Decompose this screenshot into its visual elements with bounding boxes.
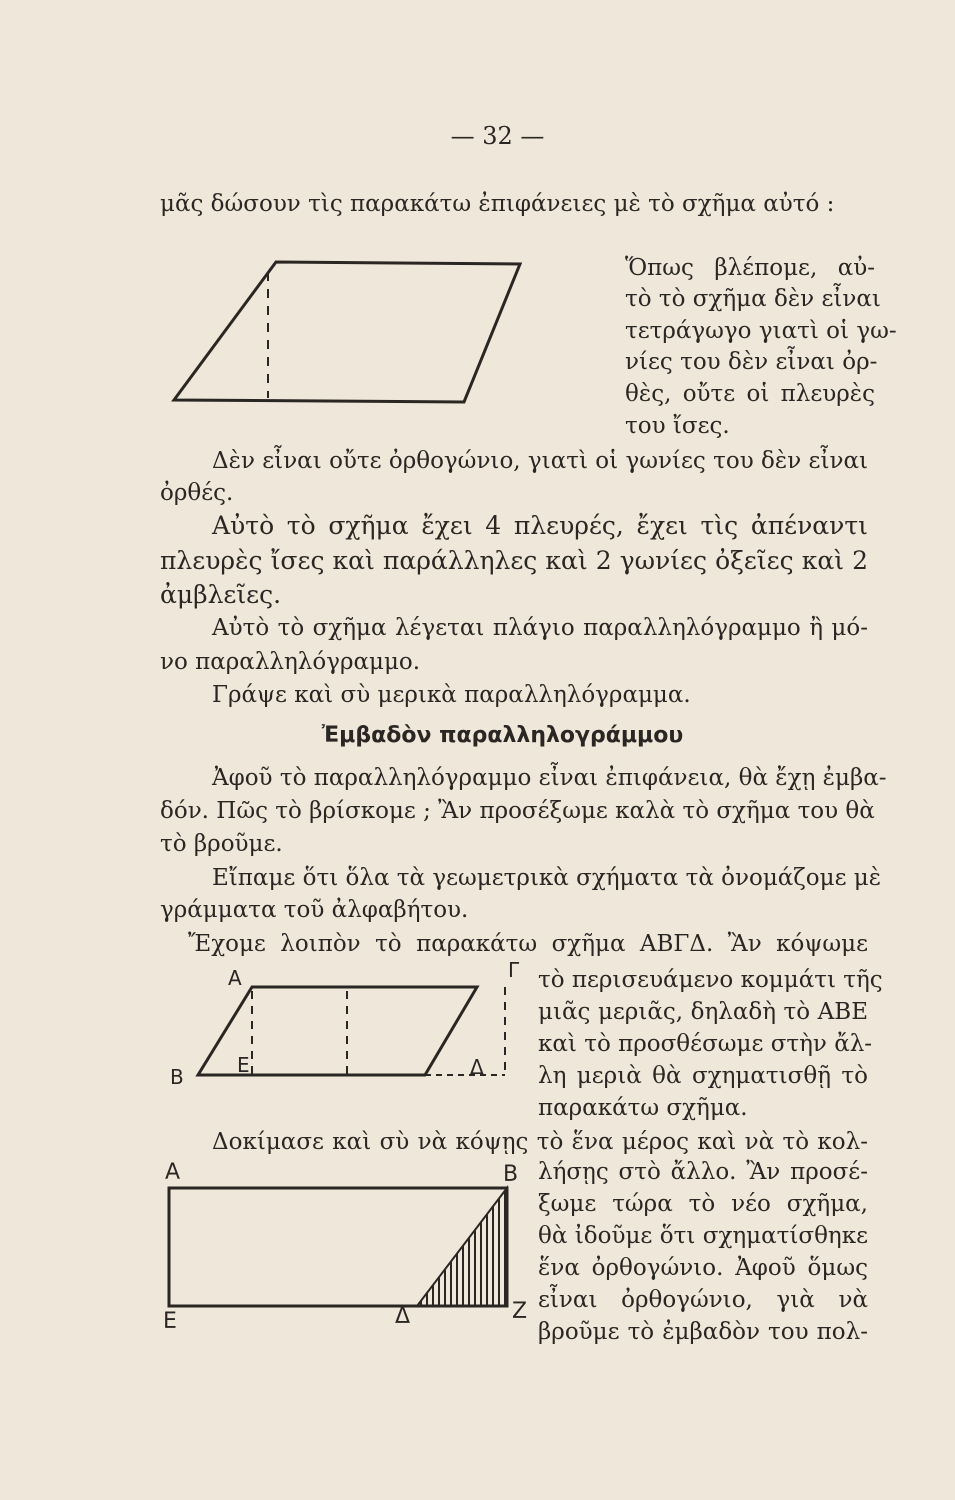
label-a: Α (228, 966, 242, 990)
text-line-6: θὲς, οὔτε οἱ πλευρὲς (625, 381, 875, 407)
text-line-32: ἕνα ὀρθογώνιο. Ἀφοῦ ὅμως (538, 1255, 868, 1281)
text-line-25: καὶ τὸ προσθέσωμε στὴν ἄλ- (538, 1031, 873, 1057)
text-line-34: βροῦμε τὸ ἐμβαδὸν του πολ- (538, 1319, 868, 1345)
text-line-30: ξωμε τώρα τὸ νέο σχῆμα, (538, 1191, 868, 1217)
text-line-9: ὀρθές. (160, 480, 234, 506)
text-line-2: Ὅπως βλέπομε, αὐ- (625, 255, 875, 281)
text-line-8: Δὲν εἶναι οὔτε ὀρθογώνιο, γιατὶ οἱ γωνίες του δὲν εἶναι (212, 448, 868, 474)
text-line-19: τὸ βροῦμε. (160, 831, 283, 857)
section-heading: Ἐμβαδὸν παραλληλογράμμου (321, 723, 684, 748)
label-a-fig3: Α (165, 1160, 181, 1185)
text-line-33: εἶναι ὀρθογώνιο, γιὰ νὰ (538, 1287, 868, 1313)
text-line-27: παρακάτω σχῆμα. (538, 1095, 748, 1121)
label-b: Β (170, 1065, 184, 1089)
text-line-14: νο παραλληλόγραμμο. (160, 649, 421, 675)
text-line-28: Δοκίμασε καὶ σὺ νὰ κόψῃς τὸ ἕνα μέρος καὶ νὰ τὸ κολ- (212, 1129, 868, 1155)
text-line-11: πλευρὲς ἴσες καὶ παράλληλες καὶ 2 γωνίες ὀξεῖες καὶ 2 (160, 546, 868, 575)
text-line-3: τὸ τὸ σχῆμα δὲν εἶναι (625, 286, 881, 312)
text-line-22: Ἔχομε λοιπὸν τὸ παρακάτω σχῆμα ΑΒΓΔ. Ἂν κόψωμε (188, 931, 868, 957)
text-line-12: ἀμβλεῖες. (160, 580, 282, 609)
text-line-21: γράμματα τοῦ ἀλφαβήτου. (160, 897, 469, 923)
figure-rectangle (155, 1160, 535, 1334)
label-g: Γ (508, 958, 520, 982)
text-line-17: Ἀφοῦ τὸ παραλληλόγραμμο εἶναι ἐπιφάνεια, θὰ ἔχῃ ἐμβα- (212, 765, 887, 791)
text-line-20: Εἴπαμε ὅτι ὅλα τὰ γεωμετρικὰ σχήματα τὰ ὀνομάζομε μὲ (212, 865, 882, 891)
text-line-31: θὰ ἰδοῦμε ὅτι σχηματίσθηκε (538, 1223, 868, 1249)
text-line-24: μιᾶς μεριᾶς, δηλαδὴ τὸ ΑΒΕ (538, 999, 868, 1025)
text-line-1: μᾶς δώσουν τὶς παρακάτω ἐπιφάνειες μὲ τὸ σχῆμα αὐτό : (160, 191, 835, 217)
text-line-26: λη μεριὰ θὰ σχηματισθῇ τὸ (538, 1063, 868, 1089)
figure-parallelogram (168, 258, 530, 410)
text-line-23: τὸ περισευάμενο κομμάτι τῆς (538, 967, 883, 993)
text-line-4: τετράγωγο γιατὶ οἱ γω- (625, 318, 897, 344)
label-d: Δ (470, 1055, 484, 1079)
label-e-fig3: Ε (163, 1309, 177, 1334)
label-b-fig3: Β (503, 1162, 519, 1187)
text-line-13: Αὐτὸ τὸ σχῆμα λέγεται πλάγιο παραλληλόγραμμο ἢ μό- (212, 615, 868, 641)
label-d-fig3: Δ (395, 1304, 411, 1329)
label-z-fig3: Ζ (512, 1299, 528, 1324)
page-number: — 32 — (450, 122, 545, 150)
text-line-10: Αὐτὸ τὸ σχῆμα ἔχει 4 πλευρές, ἔχει τὶς ἀπέναντι (212, 511, 868, 540)
text-line-18: δόν. Πῶς τὸ βρίσκομε ; Ἂν προσέξωμε καλὰ τὸ σχῆμα του θὰ (160, 798, 875, 824)
text-line-29: λήσῃς στὸ ἄλλο. Ἂν προσέ- (538, 1159, 868, 1185)
text-line-7: του ἴσες. (625, 413, 730, 439)
label-e: Ε (237, 1053, 250, 1077)
text-line-5: νίες του δὲν εἶναι ὀρ- (625, 349, 878, 375)
text-line-15: Γράψε καὶ σὺ μερικὰ παραλληλόγραμμα. (212, 682, 691, 708)
